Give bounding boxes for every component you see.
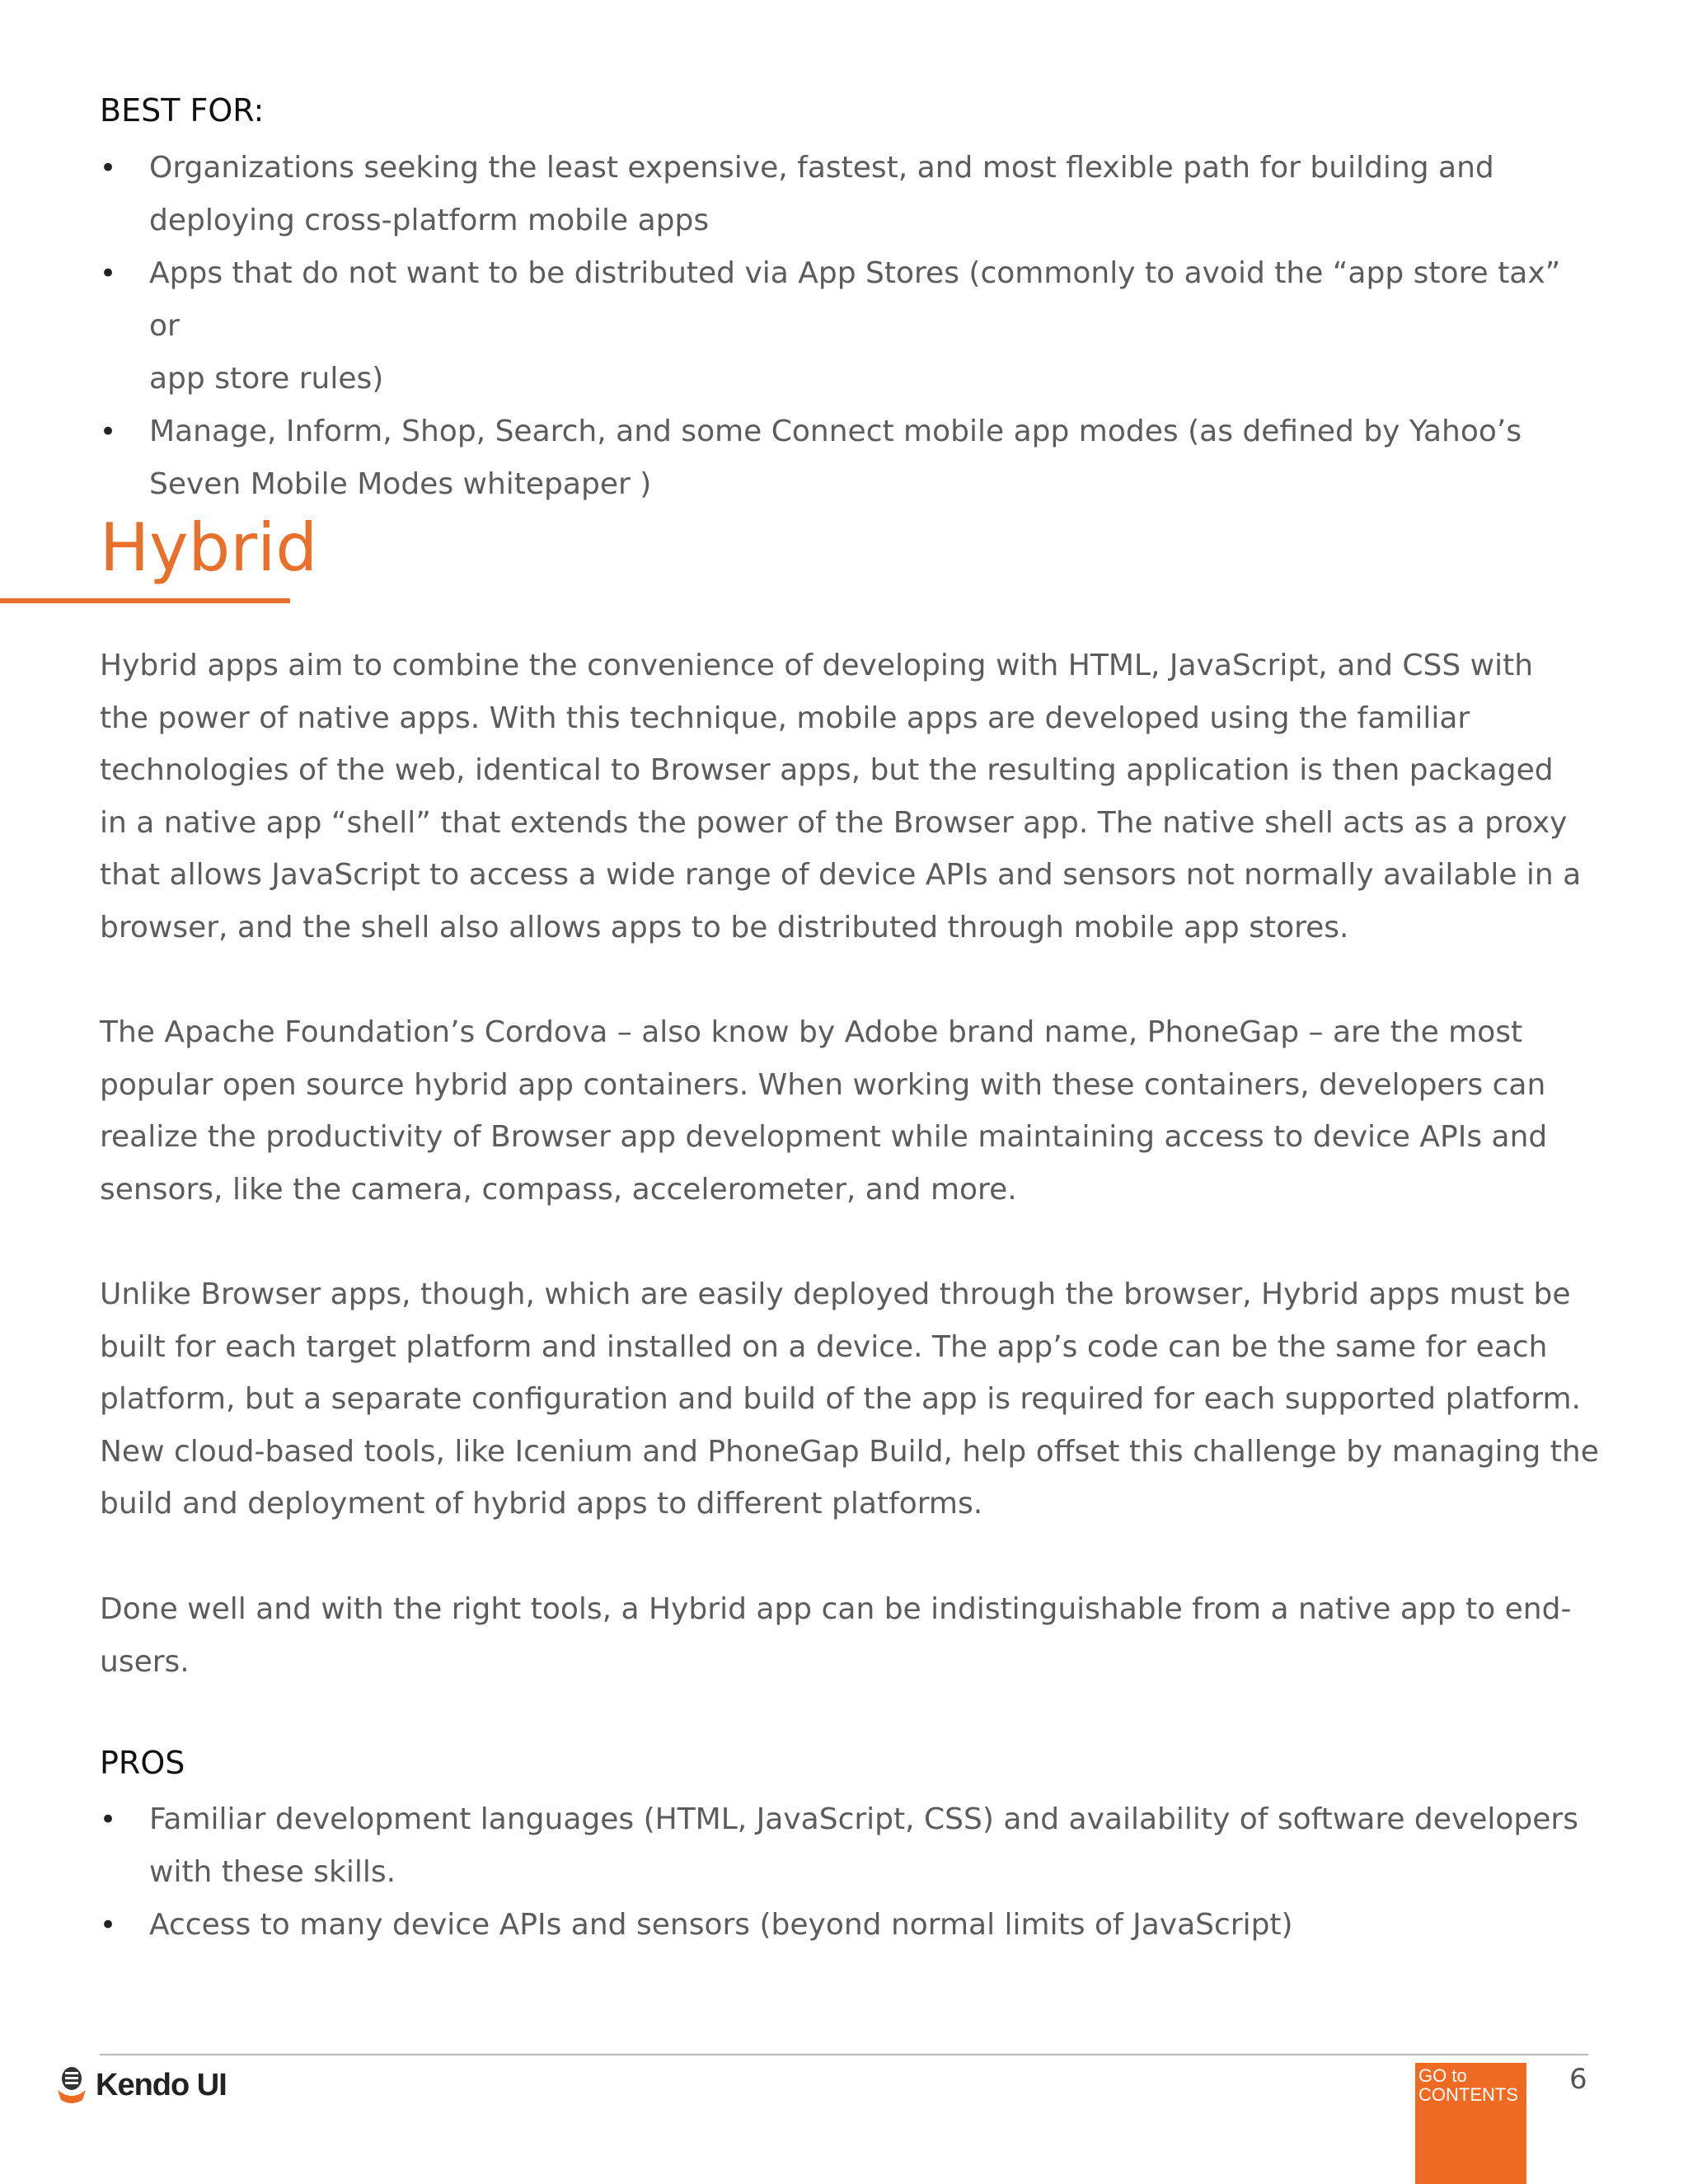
list-item	[0, 1899, 1600, 1952]
bullet-icon: •	[100, 1909, 117, 1942]
paragraph-line: the power of native apps. With this technique, mobile apps are developed using the familiar	[100, 701, 1470, 735]
paragraph-line: technologies of the web, identical to Browser apps, but the resulting application is then packaged	[100, 753, 1554, 787]
contents-button-line: CONTENTS	[1418, 2084, 1518, 2105]
paragraph-line: that allows JavaScript to access a wide range of device APIs and sensors not normally available in a	[100, 858, 1582, 892]
go-to-contents-button[interactable]	[1415, 2063, 1526, 2184]
paragraph-line: built for each target platform and installed on a device. The app’s code can be the same for each	[100, 1329, 1548, 1364]
bullet-icon: •	[100, 152, 117, 185]
list-item-line: with these skills.	[149, 1855, 396, 1889]
title-underline	[0, 598, 290, 603]
paragraph-line: Hybrid apps aim to combine the convenience of developing with HTML, JavaScript, and CSS with	[100, 649, 1534, 682]
paragraph-intro	[100, 640, 1608, 954]
paragraph-line: The Apache Foundation’s Cordova – also know by Adobe brand name, PhoneGap – are the most	[100, 1015, 1523, 1049]
kendo-ui-logo	[54, 2060, 227, 2110]
logo-text: Kendo UI	[96, 2067, 227, 2102]
footer-divider	[100, 2054, 1588, 2055]
paragraph-line: New cloud-based tools, like Icenium and PhoneGap Build, help offset this challenge by managing the	[100, 1434, 1599, 1469]
paragraph-line: browser, and the shell also allows apps to be distributed through mobile app stores.	[100, 910, 1349, 944]
kendo-mask-icon	[54, 2065, 89, 2105]
paragraph-deployment	[100, 1268, 1608, 1530]
bullet-icon: •	[100, 415, 117, 448]
page-number: 6	[1569, 2063, 1587, 2096]
pros-heading: PROS	[100, 1745, 185, 1781]
list-item	[0, 142, 1600, 247]
paragraph-line: build and deployment of hybrid apps to different platforms.	[100, 1487, 983, 1521]
bullet-icon: •	[100, 257, 117, 290]
paragraph-cordova	[100, 1006, 1608, 1216]
paragraph-conclusion	[100, 1583, 1608, 1688]
paragraph-line: Done well and with the right tools, a Hybrid app can be indistinguishable from a native app to end-	[100, 1592, 1572, 1626]
list-item-line: Manage, Inform, Shop, Search, and some Connect mobile app modes (as defined by Yahoo’s	[149, 415, 1522, 448]
best-for-list	[0, 142, 1688, 511]
section-title: Hybrid	[100, 509, 318, 586]
paragraph-line: Unlike Browser apps, though, which are easily deployed through the browser, Hybrid apps must be	[100, 1277, 1571, 1311]
paragraph-line: in a native app “shell” that extends the power of the Browser app. The native shell acts as a proxy	[100, 805, 1568, 840]
bullet-icon: •	[100, 1803, 117, 1836]
list-item-line: app store rules)	[149, 362, 384, 396]
contents-button-line: GO to	[1418, 2065, 1467, 2086]
list-item-line: deploying cross-platform mobile apps	[149, 204, 710, 237]
best-for-heading: BEST FOR:	[100, 92, 265, 129]
list-item	[0, 247, 1600, 405]
list-item-line: Seven Mobile Modes whitepaper )	[149, 467, 652, 501]
paragraph-line: popular open source hybrid app containers. When working with these containers, developers can	[100, 1067, 1546, 1102]
paragraph-line: users.	[100, 1644, 190, 1679]
paragraph-line: sensors, like the camera, compass, accelerometer, and more.	[100, 1172, 1017, 1207]
list-item-line: Access to many device APIs and sensors (beyond normal limits of JavaScript)	[149, 1908, 1293, 1942]
list-item-line: Apps that do not want to be distributed via App Stores (commonly to avoid the “app store tax” or	[149, 256, 1561, 343]
list-item	[0, 1793, 1600, 1899]
paragraph-line: realize the productivity of Browser app development while maintaining access to device APIs and	[100, 1120, 1548, 1154]
list-item	[0, 405, 1600, 511]
list-item-line: Organizations seeking the least expensive, fastest, and most flexible path for building and	[149, 151, 1494, 185]
pros-list	[0, 1793, 1688, 1952]
paragraph-line: platform, but a separate configuration and build of the app is required for each supported platform.	[100, 1382, 1581, 1416]
list-item-line: Familiar development languages (HTML, JavaScript, CSS) and availability of software developers	[149, 1802, 1578, 1836]
